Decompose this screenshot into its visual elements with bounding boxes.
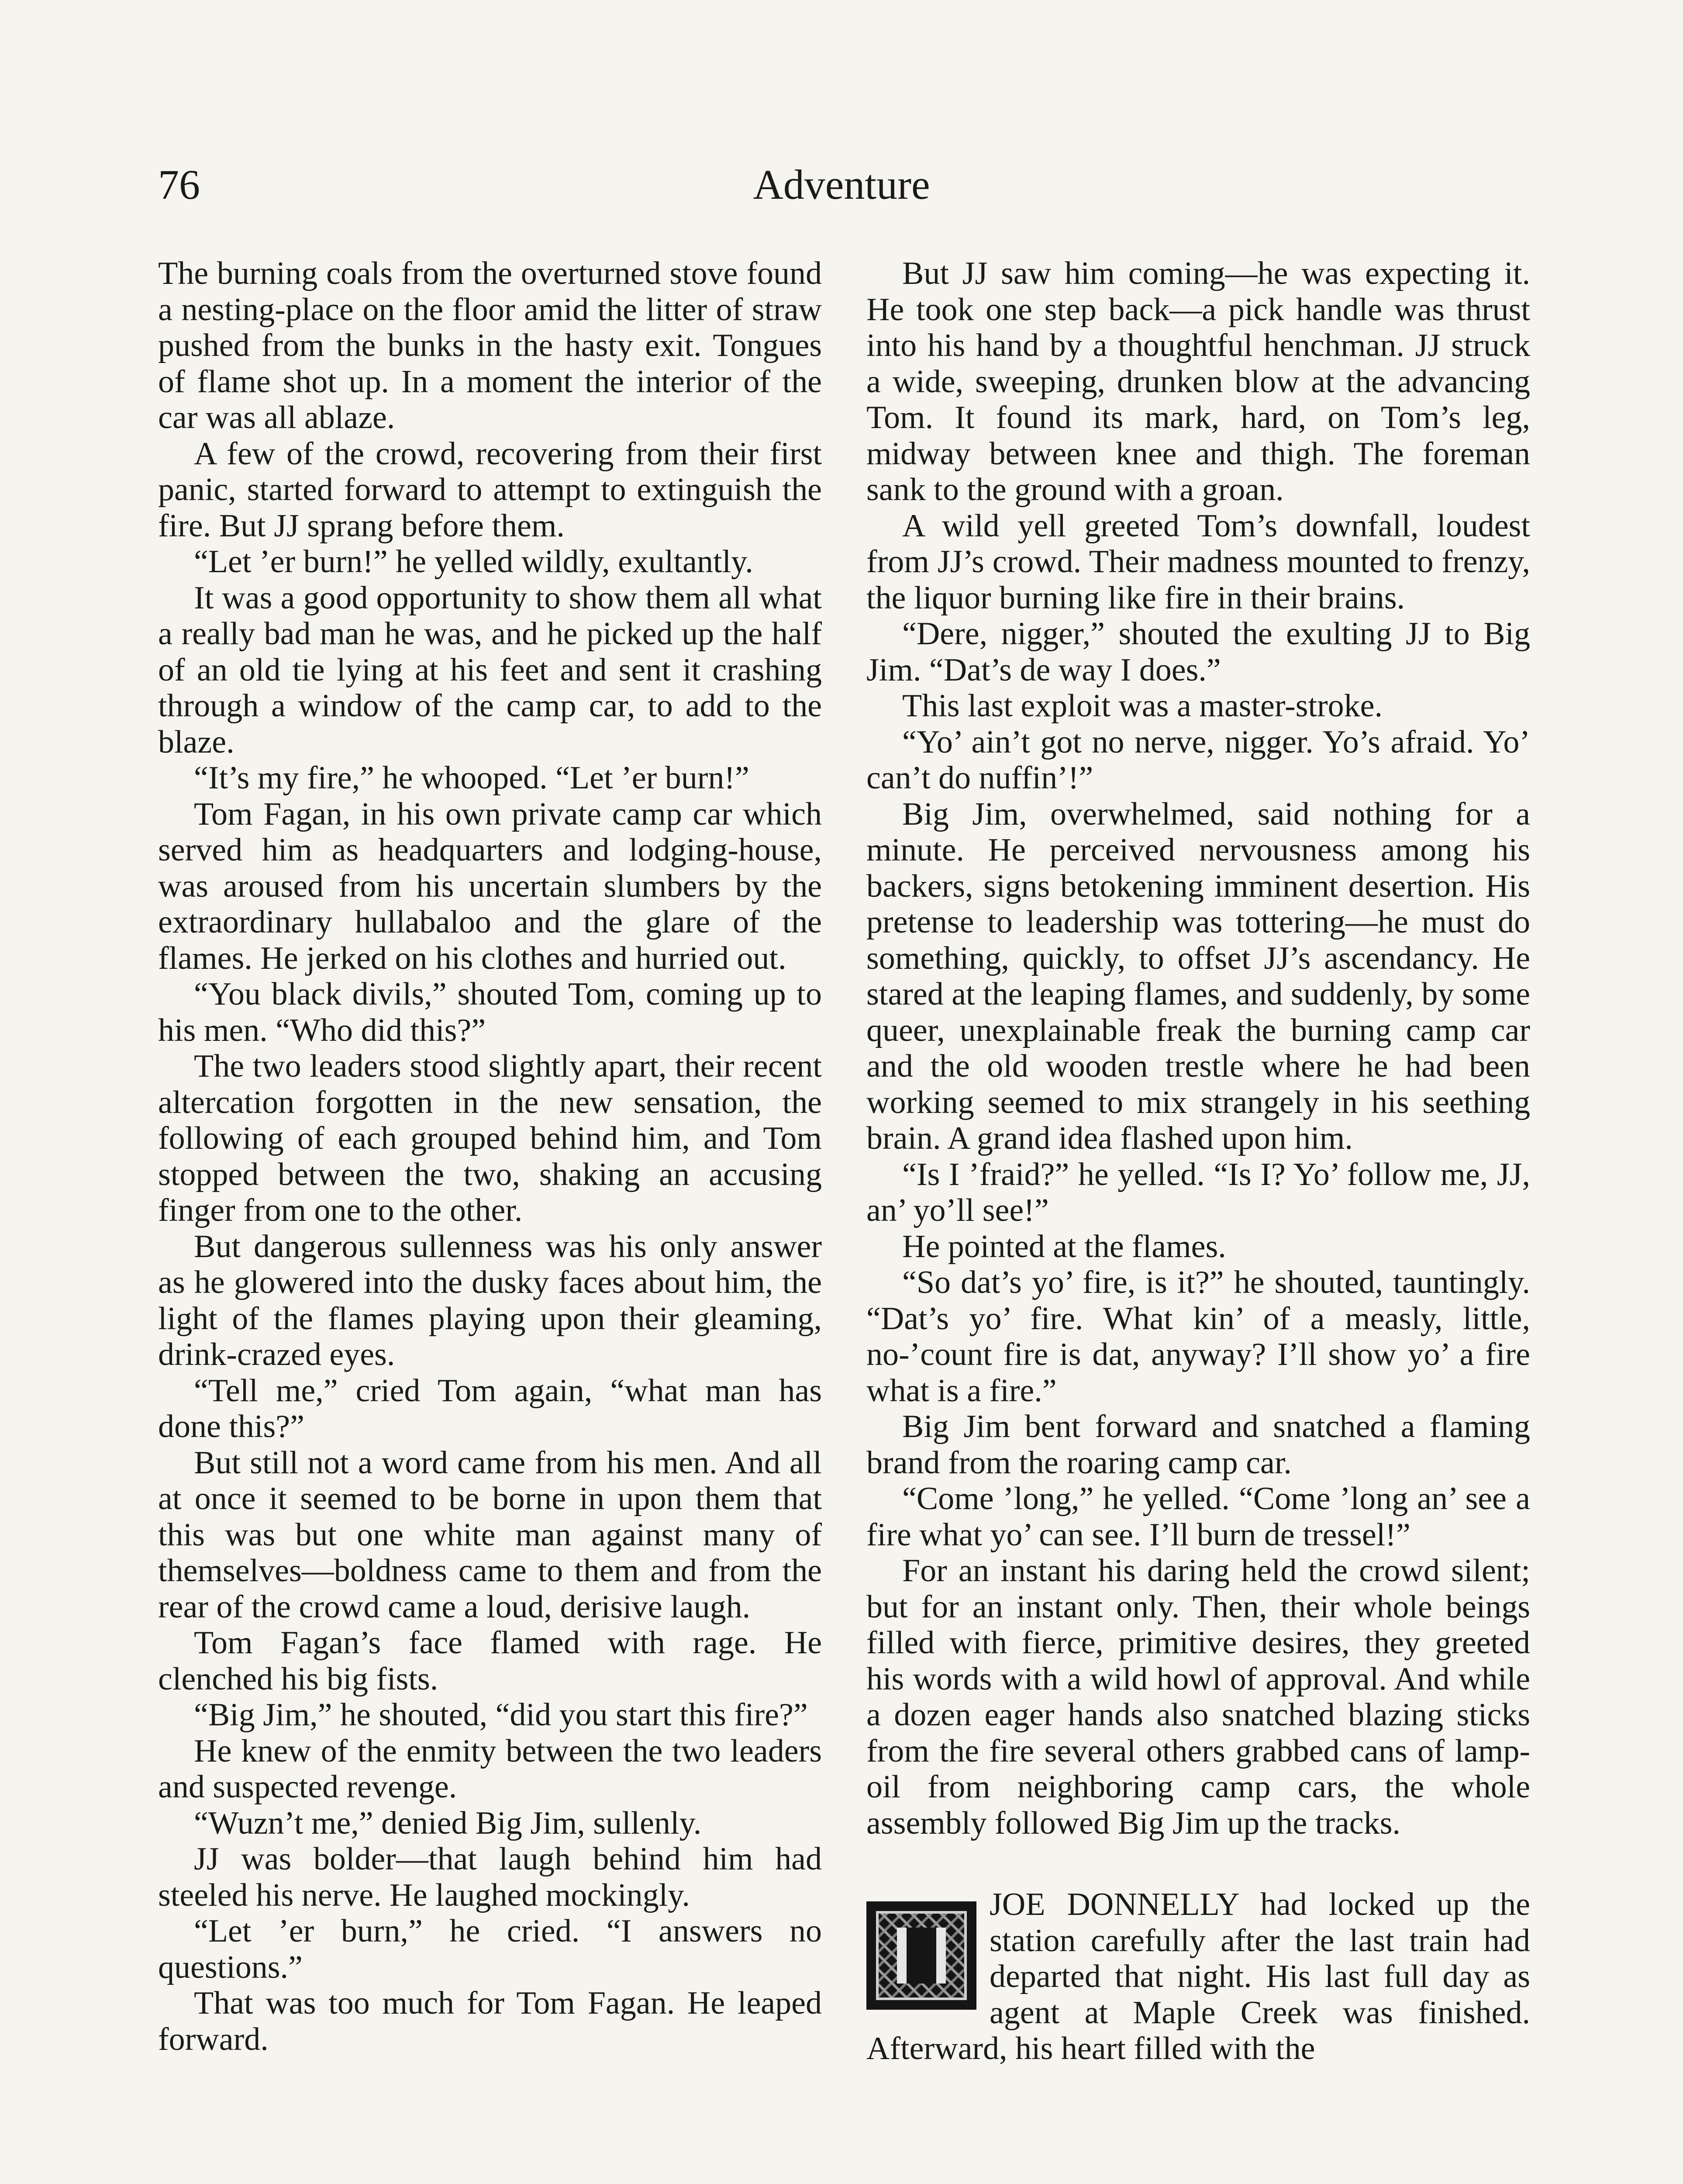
paragraph: “Big Jim,” he shouted, “did you start this fire?”: [194, 1697, 808, 1733]
section-break: [866, 1887, 1530, 2067]
left-column: [158, 256, 822, 2184]
right-column: [866, 256, 1530, 2184]
running-title: Adventure: [753, 161, 930, 208]
paragraph: He knew of the enmity between the two leaders and suspected revenge.: [158, 1733, 822, 1805]
paragraph: JJ was bolder—that laugh behind him had steeled his nerve. He laughed mockingly.: [158, 1841, 822, 1913]
paragraph: “Yo’ ain’t got no nerve, nigger. Yo’s afraid. Yo’ can’t do nuffin’!”: [866, 724, 1530, 796]
paragraph: But dangerous sullenness was his only answer as he glowered into the dusky faces about him, the light of the flames playing upon their gleaming, drink-crazed eyes.: [158, 1228, 822, 1372]
paragraph: “Is I ’fraid?” he yelled. “Is I? Yo’ follow me, JJ, an’ yo’ll see!”: [866, 1156, 1530, 1228]
paragraph: A wild yell greeted Tom’s downfall, loudest from JJ’s crowd. Their madness mounted to frenzy, the liquor burning like fire in their brains.: [866, 508, 1530, 616]
paragraph: “Wuzn’t me,” denied Big Jim, sullenly.: [194, 1805, 702, 1841]
paragraph: It was a good opportunity to show them all what a really bad man he was, and he picked up the half of an old tie lying at his feet and sent it crashing through a window of the camp car, to add to the blaze.: [158, 580, 822, 760]
paragraph: That was too much for Tom Fagan. He leaped forward.: [158, 1985, 822, 2057]
paragraph: “Tell me,” cried Tom again, “what man has done this?”: [158, 1372, 822, 1444]
paragraph: “It’s my fire,” he whooped. “Let ’er burn!”: [194, 760, 749, 796]
paragraph: “Dere, nigger,” shouted the exulting JJ to Big Jim. “Dat’s de way I does.”: [866, 616, 1530, 688]
paragraph: But still not a word came from his men. And all at once it seemed to be borne in upon them that this was but one white man against many of themselves—boldness came to them and from the rear of the crowd came a loud, derisive laugh.: [158, 1444, 822, 1625]
paragraph: Big Jim, overwhelmed, said nothing for a minute. He perceived nervousness among his backers, signs betokening imminent desertion. His pretense to leadership was tottering—he must do something, quickly, to offset JJ’s ascendancy. He stared at the leaping flames, and suddenly, by some queer, unexplainable freak the burning camp car and the old wooden trestle where he had been working seemed to mix strangely in his seething brain. A grand idea flashed upon him.: [866, 796, 1530, 1156]
paragraph: “So dat’s yo’ fire, is it?” he shouted, tauntingly. “Dat’s yo’ fire. What kin’ of a measly, little, no-’count fire is dat, anyway? I’ll show yo’ a fire what is a fire.”: [866, 1265, 1530, 1409]
paragraph: “Let ’er burn,” he cried. “I answers no questions.”: [158, 1913, 822, 1985]
ornamental-drop-cap-icon: [866, 1901, 976, 2010]
paragraph: Tom Fagan’s face flamed with rage. He clenched his big fists.: [158, 1625, 822, 1697]
section-opening-paragraph: JOE DONNELLY had locked up the station carefully after the last train had departed that night. His last full day as agent at Maple Creek was finished. Afterward, his heart filled with the: [866, 1887, 1530, 2067]
paragraph: This last exploit was a master-stroke.: [902, 688, 1383, 724]
paragraph: The two leaders stood slightly apart, their recent altercation forgotten in the new sensation, the following of each grouped behind him, and Tom stopped between the two, shaking an accusing finger from one to the other.: [158, 1048, 822, 1228]
paragraph: “Come ’long,” he yelled. “Come ’long an’ see a fire what yo’ can see. I’ll burn de tressel!”: [866, 1481, 1530, 1553]
paragraph: But JJ saw him coming—he was expecting it. He took one step back—a pick handle was thrust into his hand by a thoughtful henchman. JJ struck a wide, sweeping, drunken blow at the advancing Tom. It found its mark, hard, on Tom’s leg, midway between knee and thigh. The foreman sank to the ground with a groan.: [866, 256, 1530, 508]
paragraph: For an instant his daring held the crowd silent; but for an instant only. Then, their whole beings filled with fierce, primitive desires, they greeted his words with a wild howl of approval. And while a dozen eager hands also snatched blazing sticks from the fire several others grabbed cans of lamp-oil from neighboring camp cars, the whole assembly followed Big Jim up the tracks.: [866, 1553, 1530, 1841]
paragraph: He pointed at the flames.: [902, 1228, 1226, 1265]
page-number: 76: [158, 161, 200, 208]
paragraph: “Let ’er burn!” he yelled wildly, exultantly.: [194, 544, 753, 580]
paragraph: “You black divils,” shouted Tom, coming up to his men. “Who did this?”: [158, 976, 822, 1048]
paragraph: Big Jim bent forward and snatched a flaming brand from the roaring camp car.: [866, 1409, 1530, 1481]
paragraph: Tom Fagan, in his own private camp car which served him as headquarters and lodging-house, was aroused from his uncertain slumbers by the extraordinary hullabaloo and the glare of the flames. He jerked on his clothes and hurried out.: [158, 796, 822, 976]
paragraph: The burning coals from the overturned stove found a nesting-place on the floor amid the litter of straw pushed from the bunks in the hasty exit. Tongues of flame shot up. In a moment the interior of the car was all ablaze.: [158, 256, 822, 435]
paragraph: A few of the crowd, recovering from their first panic, started forward to attempt to extinguish the fire. But JJ sprang before them.: [158, 435, 822, 544]
